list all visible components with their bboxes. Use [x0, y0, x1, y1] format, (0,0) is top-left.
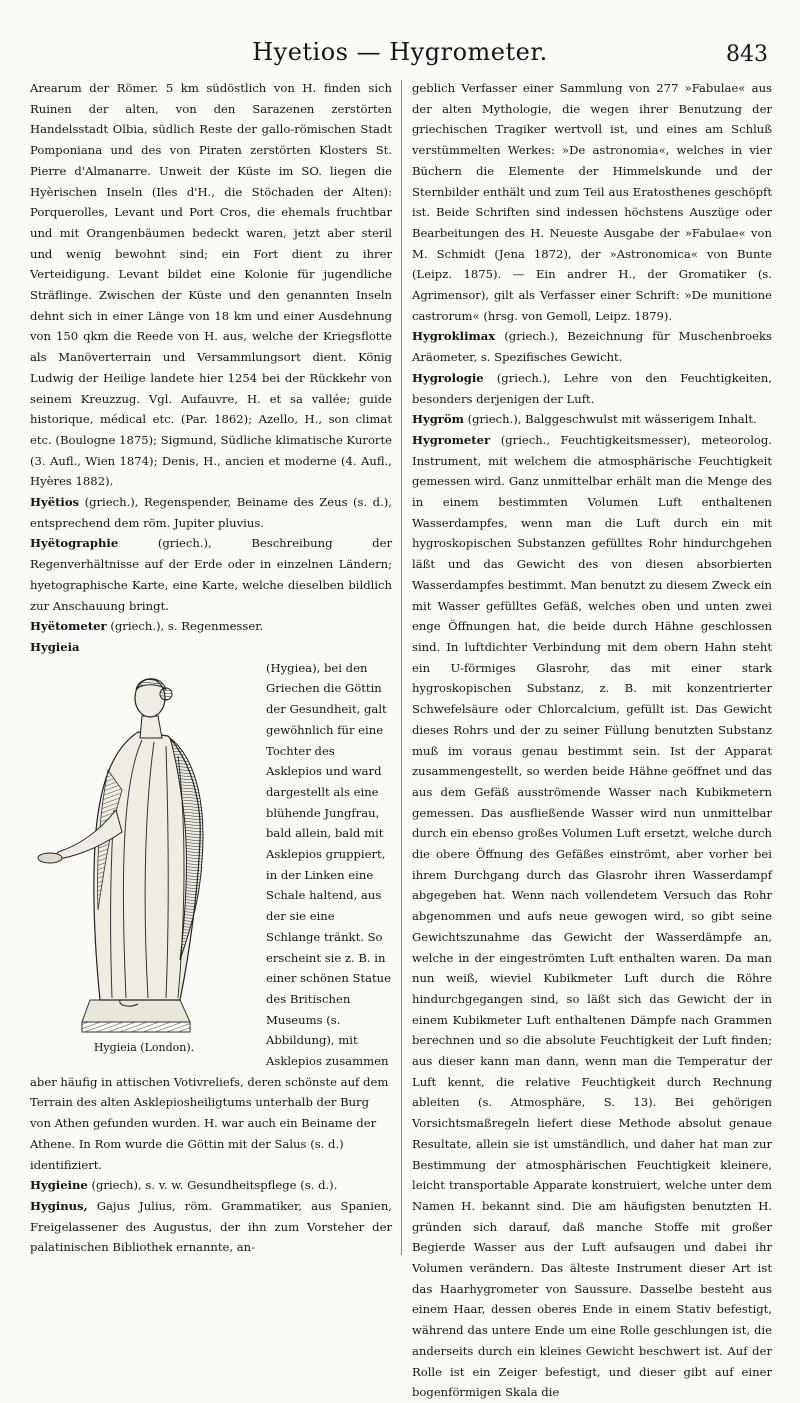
headword-hyetographie: Hyëtographie	[30, 536, 119, 551]
entry-hygrologie	[412, 368, 772, 409]
entry-hygroklimax	[412, 326, 772, 367]
entry-hygieine-body: (griech), s. v. w. Gesundheitspflege (s. d.).	[87, 1178, 338, 1193]
page-number: 843	[726, 42, 768, 67]
running-title: Hyetios — Hygrometer.	[252, 38, 548, 66]
entry-hygrometer	[412, 430, 772, 1403]
entry-hyetometer	[30, 616, 392, 637]
page-header	[30, 38, 770, 72]
entry-hygieia-text: (Hygiea), bei den Griechen die Göttin der Gesundheit, galt gewöhnlich für eine Tochter des Asklepios und ward dargestellt als eine blühende Jungfrau, bald allein, bald mit Asklepios gruppiert, in der Linken eine Schale haltend, aus der sie eine Schlange tränkt. So erscheint sie z. B. in einer schönen Statue des Britischen Museums (s. Abbildung), mit Asklepios zusammen aber häufig in attischen Votivreliefs, deren schönste auf dem Terrain des alten Asklepiosheiligtums unterhalb der Burg von Athen gefunden wurden. H. war auch ein Beiname der Athene. In Rom wurde die Göttin mit der Salus (s. d.) identifiziert.	[30, 660, 391, 1172]
headword-hyetometer: Hyëtometer	[30, 619, 107, 634]
entry-hygroklimax-body: (griech.), Bezeichnung für Muschenbroeks Aräometer, s. Spezifisches Gewicht.	[412, 329, 772, 365]
entry-hyginus	[30, 1196, 392, 1258]
right-column	[412, 78, 772, 1400]
headword-hygrologie: Hygrologie	[412, 370, 484, 385]
entry-hygieine	[30, 1175, 392, 1196]
entry-hygroem	[412, 409, 772, 430]
entry-hygieia	[30, 637, 392, 658]
entry-hyginus-continuation: geblich Verfasser einer Sammlung von 277 »Fabulae« aus der alten Mythologie, die wegen ihrer Benutzung der griechischen Tragiker wertvoll ist, und eines am Schluß verstümmelten Werkes: »De astronomia«, welches in vier Büchern die Elemente der Himmelskunde und der Sternbilder enthält und zum Teil aus Eratosthenes geschöpft ist. Beide Schriften sind indessen höchstens Auszüge oder Bearbeitungen des H. Neueste Ausgabe der »Fabulae« von M. Schmidt (Jena 1872), der »Astronomica« von Bunte (Leipz. 1875). — Ein andrer H., der Gromatiker (s. Agrimensor), gilt als Verfasser einer Schrift: »De munitione castrorum« (hrsg. von Gemoll, Leipz. 1879).	[412, 81, 772, 323]
hygieia-statue-illustration	[30, 660, 258, 1038]
headword-hygrometer: Hygrometer	[412, 432, 491, 447]
entry-hyetios	[30, 492, 392, 533]
entry-hyetographie-body: (griech.), Beschreibung der Regenverhältnisse auf der Erde oder in einzelnen Ländern; hyetographische Karte, eine Karte, welche dieselben bildlich zur Anschauung bringt.	[30, 536, 392, 613]
entry-hygrologie-body: (griech.), Lehre von den Feuchtigkeiten, besonders derjenigen der Luft.	[412, 370, 772, 406]
left-column	[30, 78, 392, 1258]
entry-hyeres-continuation: Arearum der Römer. 5 km südöstlich von H. finden sich Ruinen der alten, von den Sarazenen zerstörten Handelsstadt Olbia, südlich Reste der gallo-römischen Stadt Pomponiana und des von Piraten zerstörten Klosters St. Pierre d'Almanarre. Unweit der Küste im SO. liegen die Hyèrischen Inseln (Iles d'H., die Stöchaden der Alten): Porquerolles, Levant und Port Cros, die ehemals fruchtbar und mit Orangenbäumen bedeckt waren, jetzt aber steril und wenig bewohnt sind; ein Fort dient zu ihrer Verteidigung. Levant bildet eine Kolonie für jugendliche Sträflinge. Zwischen der Küste und den genannten Inseln dehnt sich in einer Länge von 18 km und einer Ausdehnung von 150 qkm die Reede von H. aus, welche der Kriegsflotte als Manöverterrain und Versammlungsort dient. König Ludwig der Heilige landete hier 1254 bei der Rückkehr von seinem Kreuzzug. Vgl. Aufauvre, H. et sa vallée; guide historique, médical etc. (Par. 1862); Azello, H., son climat etc. (Boulogne 1875); Sigmund, Südliche klimatische Kurorte (3. Aufl., Wien 1874); Denis, H., ancien et moderne (4. Aufl., Hyères 1882).	[30, 81, 392, 489]
headword-hygieine: Hygieine	[30, 1178, 88, 1193]
entry-hyetographie	[30, 533, 392, 616]
figure-caption: Hygieia (London).	[93, 1040, 195, 1054]
entry-hygroem-body: (griech.), Balggeschwulst mit wässerigem Inhalt.	[463, 412, 757, 427]
column-divider	[401, 80, 402, 1255]
headword-hyetios: Hyëtios	[30, 495, 80, 510]
headword-hygroem: Hygröm	[412, 412, 464, 427]
headword-hyginus: Hyginus,	[30, 1198, 88, 1213]
headword-hygieia: Hygieia	[30, 639, 80, 654]
entry-hygrometer-body: (griech., Feuchtigkeitsmesser), meteorolog. Instrument, mit welchem die atmosphärische Feuchtigkeit gemessen wird. Ganz unmittelbar erhält man die Menge des in einem bestimmten Volumen Luft enthaltenen Wasserdampfes, wenn man die Luft durch ein mit hygroskopischen Substanzen gefülltes Rohr hindurchgehen läßt und das Gewicht des von diesen absorbierten Wasserdampfes bestimmt. Man benutzt zu diesem Zweck ein mit Wasser gefülltes Gefäß, welches oben und unten zwei enge Öffnungen hat, die beide durch Hähne geschlossen sind. In luftdichter Verbindung mit dem obern Hahn steht ein U-förmiges Glasrohr, das mit einer stark hygroskopischen Substanz, z. B. mit konzentrierter Schwefelsäure oder Chlorcalcium, gefüllt ist. Das Gewicht dieses Rohrs und der zu seiner Füllung benutzten Substanz muß im voraus genau bestimmt sein. Ist der Apparat zusammengestellt, so werden beide Hähne geöffnet und das aus dem Gefäß ausströmende Wasser nach Kubikmetern gemessen. Das ausfließende Wasser wird nun unmittelbar durch ein ebenso großes Volumen Luft ersetzt, welche durch die obere Öffnung des Gefäßes einströmt, aber vorher bei ihrem Durchgang durch das Glasrohr ihren Wasserdampf abgegeben hat. Wenn nach vollendetem Versuch das Rohr abgenommen und aufs neue gewogen wird, so gibt seine Gewichtszunahme das Gewicht der Wasserdämpfe an, welche in der eingeströmten Luft enthalten waren. Da man nun weiß, wieviel Kubikmeter Luft durch die Röhre hindurchgegangen sind, so läßt sich das Gewicht der in einem Kubikmeter Luft enthaltenen Dämpfe nach Grammen berechnen und so die absolute Feuchtigkeit der Luft finden; aus dieser kann man dann, wenn man die Temperatur der Luft kennt, die relative Feuchtigkeit durch Rechnung ableiten (s. Atmosphäre, S. 13). Bei gehörigen Vorsichtsmaßregeln liefert diese Methode absolut genaue Resultate, allein sie ist umständlich, und daher hat man zur Bestimmung der atmosphärischen Feuchtigkeit kleinere, leicht transportable Apparate konstruiert, welche unter dem Namen H. bekannt sind. Die am häufigsten benutzten H. gründen sich darauf, daß manche Stoffe mit großer Begierde Wasser aus der Luft aufsaugen und dabei ihr Volumen verändern. Das älteste Instrument dieser Art ist das Haarhygrometer von Saussure. Dasselbe besteht aus einem Haar, dessen oberes Ende in einem Stativ befestigt, während das untere Ende um eine Rolle geschlungen ist, die anderseits durch ein kleines Gewicht beschwert ist. Auf der Rolle ist ein Zeiger befestigt, und dieser gibt auf einer bogenförmigen Skala die	[412, 432, 772, 1400]
entry-hyginus-body: Gajus Julius, röm. Grammatiker, aus Spanien, Freigelassener des Augustus, der ihn zum Vorsteher der palatinischen Bibliothek ernannte, an-	[30, 1198, 392, 1255]
entry-hyetometer-body: (griech.), s. Regenmesser.	[106, 619, 264, 634]
entry-hyetios-body: (griech.), Regenspender, Beiname des Zeus (s. d.), entsprechend dem röm. Jupiter pluvius.	[30, 495, 392, 530]
hygieia-statue-figure	[30, 660, 258, 1055]
headword-hygroklimax: Hygroklimax	[412, 329, 496, 344]
